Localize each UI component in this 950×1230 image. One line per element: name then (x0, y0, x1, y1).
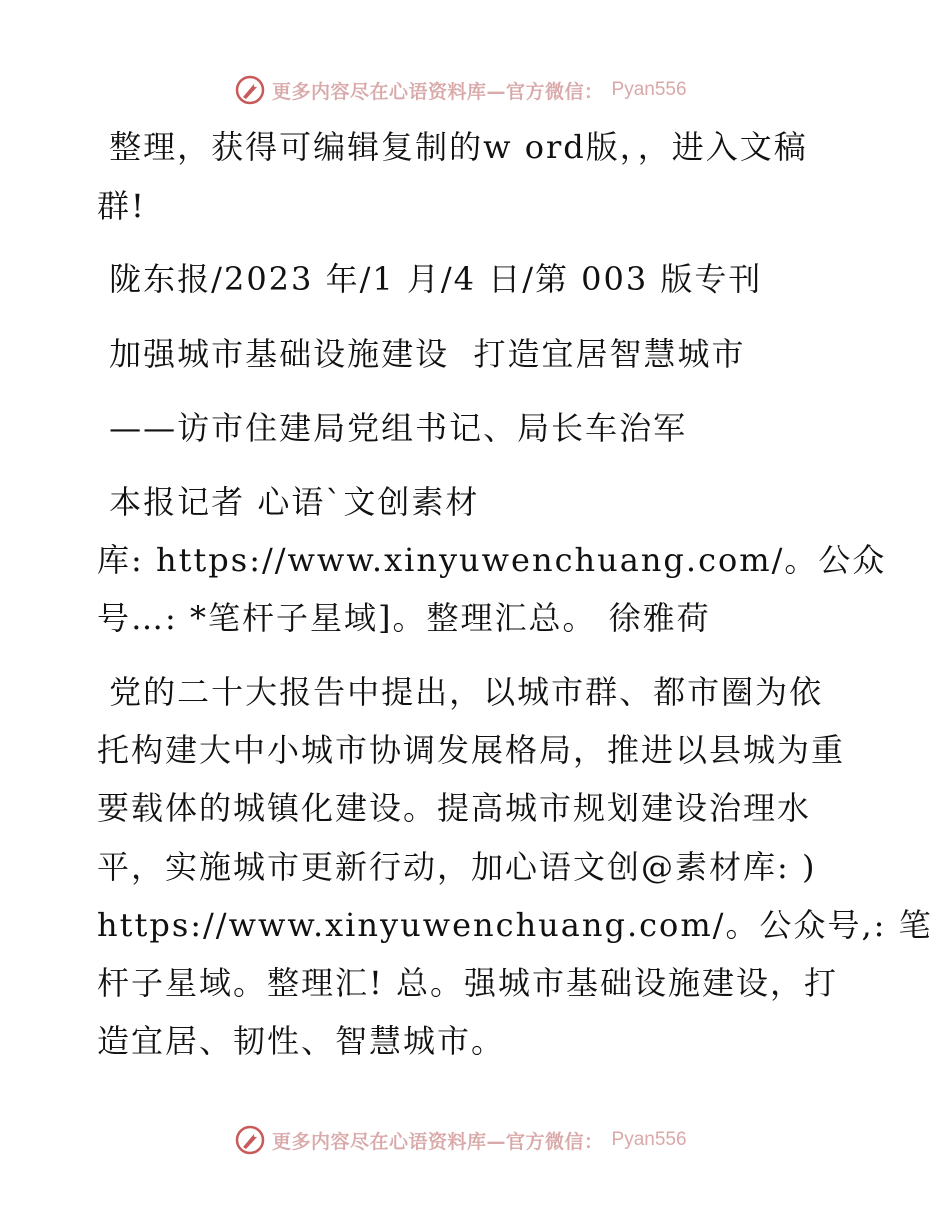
banner-text: 更多内容尽在心语资料库—官方微信： (272, 1130, 604, 1153)
paragraph-line-5: https://www.xinyuwenchuang.com/。公众号,: 笔 (97, 906, 933, 944)
body-line-2: 群! (97, 187, 146, 225)
paragraph-line-3: 要载体的城镇化建设。提高城市规划建设治理水 (97, 789, 812, 827)
paragraph-line-7: 造宜居、韧性、智慧城市。 (97, 1022, 506, 1060)
footer-watermark-banner (234, 1122, 687, 1158)
source-line: 陇东报/2023 年/1 月/4 日/第 003 版专刊 (97, 260, 763, 298)
paragraph-line-2: 托构建大中小城市协调发展格局，推进以县城为重 (97, 731, 846, 769)
byline-line-3: 号…: *笔杆子星域]。整理汇总。 徐雅荷 (97, 599, 711, 637)
pen-nib-logo-icon (234, 1124, 266, 1156)
article-title: 加强城市基础设施建设 打造宜居智慧城市 (97, 335, 746, 373)
header-watermark-banner (234, 72, 687, 108)
article-subtitle: ——访市住建局党组书记、局长车治军 (97, 409, 688, 447)
banner-wechat-id: Pyan556 (611, 79, 687, 100)
paragraph-line-1: 党的二十大报告中提出，以城市群、都市圈为依 (97, 673, 824, 711)
pen-nib-logo-icon (234, 74, 266, 106)
byline-line-2: 库: https://www.xinyuwenchuang.com/。公众 (97, 541, 887, 579)
body-line-1: 整理，获得可编辑复制的w ord版，，进入文稿 (97, 128, 808, 166)
paragraph-line-4: 平，实施城市更新行动，加心语文创@素材库: ) (97, 848, 817, 886)
paragraph-line-6: 杆子星域。整理汇! 总。强城市基础设施建设，打 (97, 964, 839, 1002)
byline-line-1: 本报记者 心语`文创素材 (97, 483, 480, 521)
banner-text: 更多内容尽在心语资料库—官方微信： (272, 80, 604, 103)
banner-wechat-id: Pyan556 (611, 1129, 687, 1150)
